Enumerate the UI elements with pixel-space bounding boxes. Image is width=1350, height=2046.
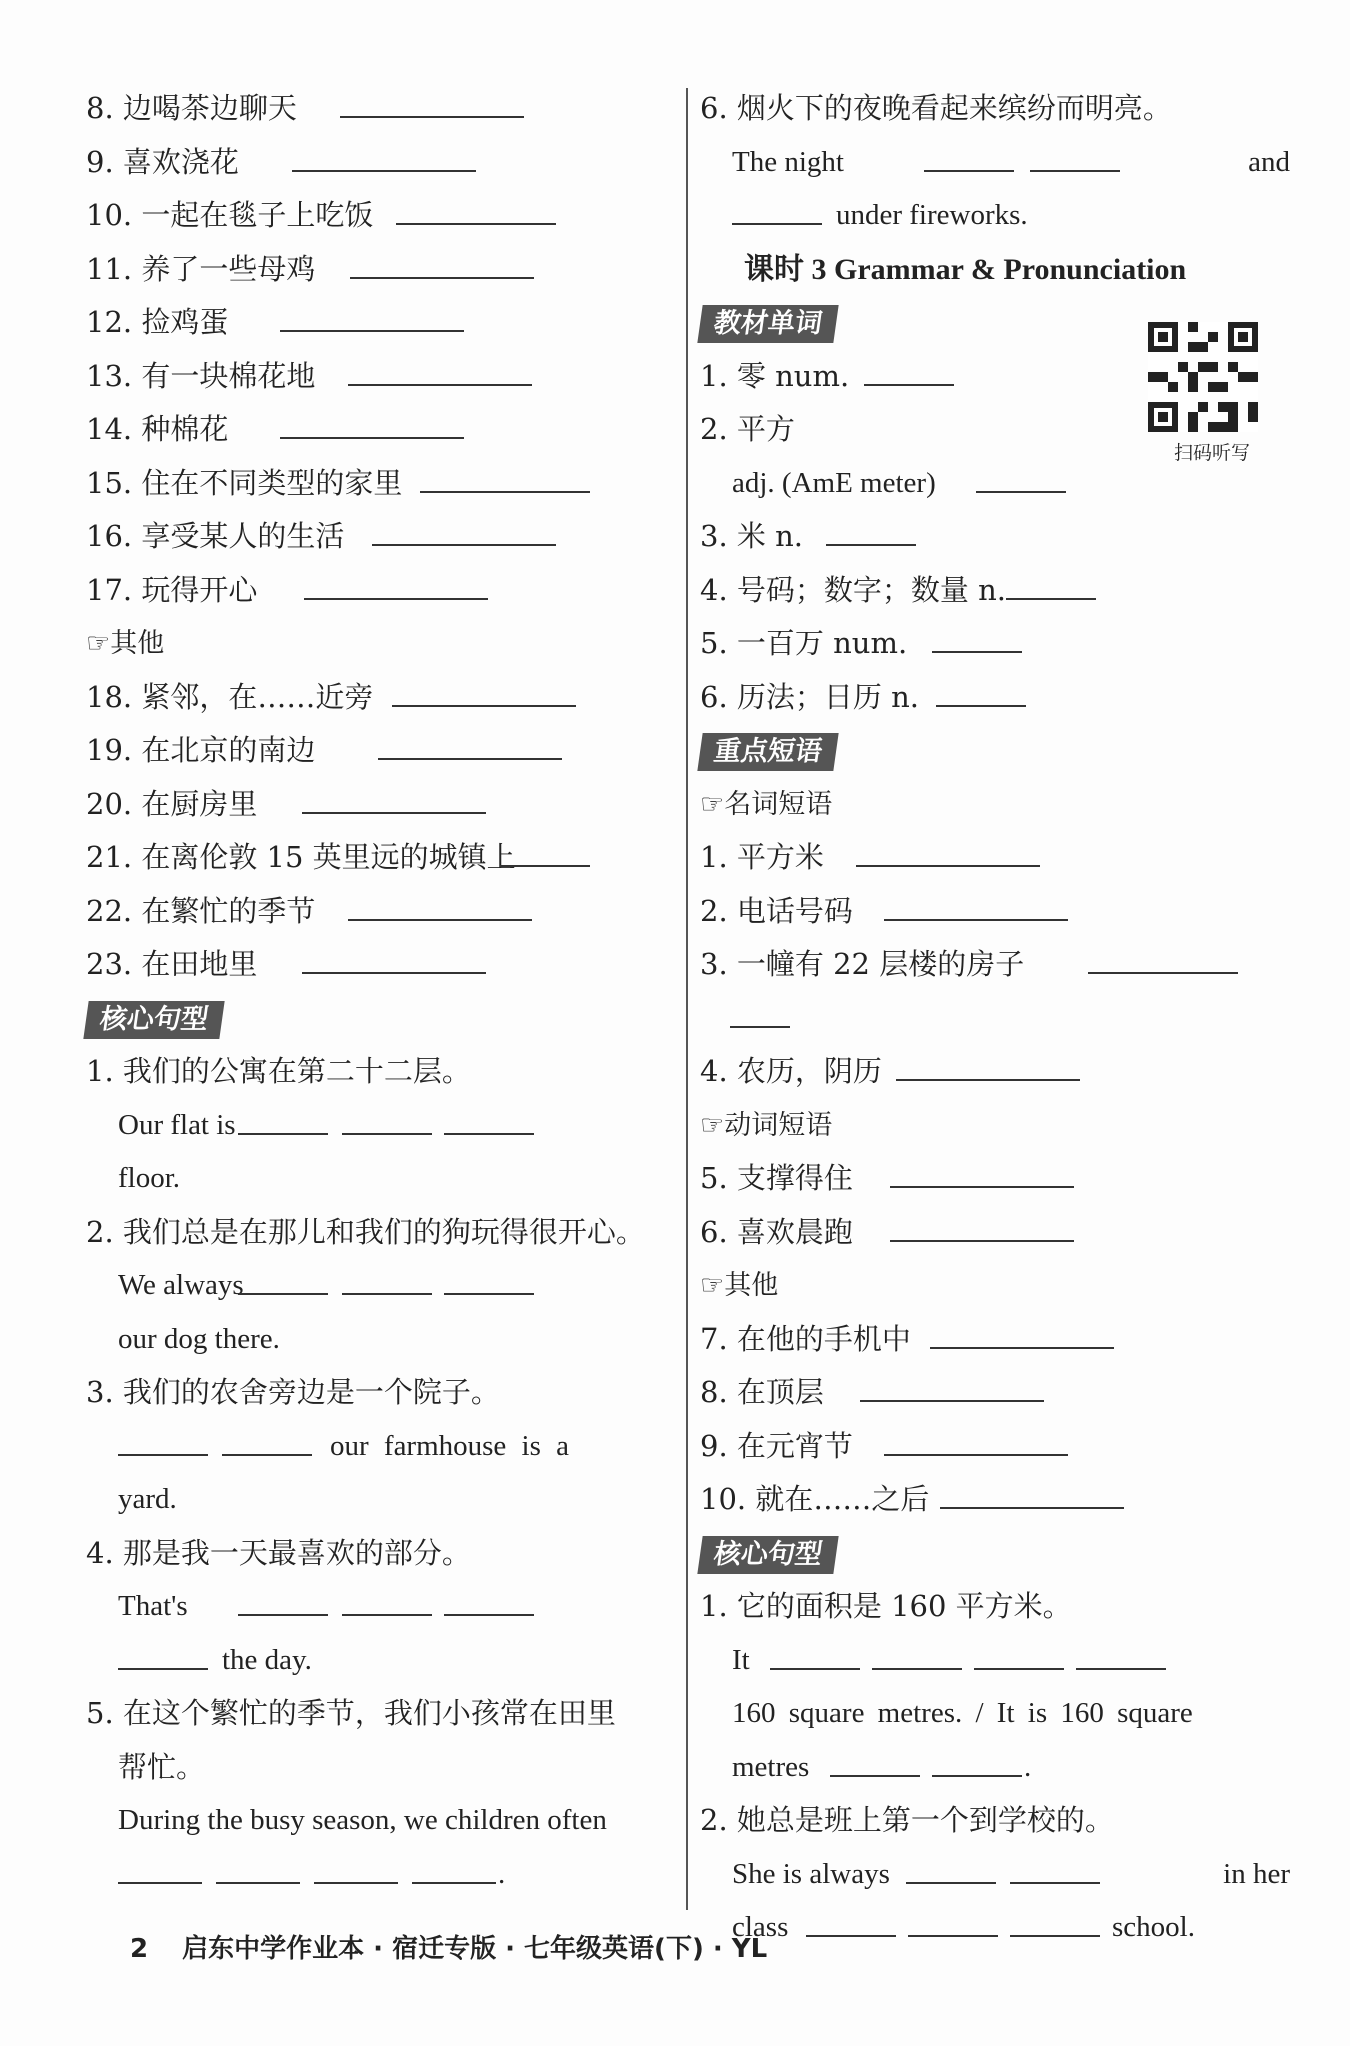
answer-blank[interactable] [444, 1259, 534, 1295]
answer-blank[interactable] [238, 1580, 328, 1616]
sentence-cn: 4. 那是我一天最喜欢的部分。 [86, 1535, 471, 1570]
answer-blank[interactable] [1088, 938, 1238, 974]
sentence-en: The night and [700, 136, 1290, 190]
page-number: 2 [130, 1934, 149, 1964]
answer-blank[interactable] [118, 1634, 208, 1670]
sentence-en: metres . [700, 1741, 1290, 1795]
sentence-cn: 3. 我们的农舍旁边是一个院子。 [86, 1375, 500, 1409]
phrase-item: 10. 一起在毯子上吃饭 [86, 189, 676, 243]
phrase-item: 2. 电话号码 [700, 885, 1290, 939]
answer-blank[interactable] [932, 1741, 1022, 1777]
answer-blank[interactable] [118, 1848, 202, 1884]
word-item: 2. 平方 [700, 412, 795, 446]
phrase-item: 14. 种棉花 [86, 403, 676, 457]
phrase-item: 8. 在顶层 [700, 1366, 1290, 1420]
sentence-cn: 2. 我们总是在那儿和我们的狗玩得很开心。 [86, 1214, 645, 1249]
word-item: 4. 号码；数字；数量 n. [700, 564, 1290, 618]
phrase-item: 9. 在元宵节 [700, 1420, 1290, 1474]
answer-blank[interactable] [974, 1634, 1064, 1670]
sentence-en: our farmhouse is a [86, 1420, 676, 1474]
answer-blank[interactable] [444, 1580, 534, 1616]
answer-blank[interactable] [420, 457, 590, 493]
sentence-en: We always [86, 1259, 676, 1313]
answer-blank[interactable] [314, 1848, 398, 1884]
sentence-cn: 1. 它的面积是 160 平方米。 [700, 1589, 1072, 1623]
answer-blank[interactable] [932, 617, 1022, 653]
textbook-words-badge: 教材单词 [697, 305, 838, 343]
answer-blank[interactable] [216, 1848, 300, 1884]
answer-blank[interactable] [1006, 564, 1096, 600]
answer-blank[interactable] [924, 136, 1014, 172]
answer-blank[interactable] [732, 189, 822, 225]
word-item: 5. 一百万 num. [700, 617, 1290, 671]
answer-blank[interactable] [342, 1099, 432, 1135]
word-item: 3. 米 n. [700, 510, 1290, 564]
phrase-item: 7. 在他的手机中 [700, 1313, 1290, 1367]
section-heading-verb: ☞动词短语 [700, 1109, 833, 1141]
answer-blank[interactable] [238, 1099, 328, 1135]
answer-blank[interactable] [342, 1580, 432, 1616]
page-footer [130, 1928, 767, 1965]
qr-label: 扫码听写 [1173, 442, 1250, 464]
answer-blank[interactable] [1010, 1901, 1100, 1937]
word-item: 1. 零 num. [700, 350, 1290, 404]
phrase-item-wrap [700, 992, 1290, 1046]
phrase-item: 18. 紧邻，在……近旁 [86, 671, 676, 725]
sentence-en: our dog there. [118, 1322, 280, 1355]
answer-blank[interactable] [770, 1634, 860, 1670]
answer-blank[interactable] [238, 1259, 328, 1295]
sentence-cn: 2. 她总是班上第一个到学校的。 [700, 1803, 1114, 1837]
answer-blank[interactable] [884, 1420, 1068, 1456]
answer-blank[interactable] [936, 671, 1026, 707]
lesson-title: 课时 3 Grammar & Pronunciation [744, 252, 1187, 286]
answer-blank[interactable] [280, 403, 464, 439]
badge-row [700, 1527, 1290, 1581]
answer-blank[interactable] [884, 885, 1068, 921]
answer-blank[interactable] [372, 510, 556, 546]
answer-blank[interactable] [890, 1152, 1074, 1188]
qr-code-icon[interactable] [1148, 322, 1258, 432]
section-heading-other: ☞其他 [86, 628, 165, 659]
phrase-item: 10. 就在……之后 [700, 1473, 1290, 1527]
word-item: 6. 历法；日历 n. [700, 671, 1290, 725]
answer-blank[interactable] [302, 778, 486, 814]
answer-blank[interactable] [348, 350, 532, 386]
book-title: 启东中学作业本 · 宿迁专版 · 七年级英语(下) · YL [182, 1934, 768, 1964]
sentence-cn: 5. 在这个繁忙的季节，我们小孩常在田里 [86, 1696, 616, 1730]
phrase-item: 9. 喜欢浇花 [86, 136, 676, 190]
phrase-item: 6. 喜欢晨跑 [700, 1206, 1290, 1260]
phrase-item: 17. 玩得开心 [86, 564, 676, 618]
sentence-en: That's [86, 1580, 676, 1634]
sentence-en: Our flat is [86, 1099, 676, 1153]
sentence-cn: 6. 烟火下的夜晚看起来缤纷而明亮。 [700, 91, 1172, 125]
sentence-en: the day. [86, 1634, 676, 1688]
sentence-en: 160 square metres. / It is 160 square [732, 1697, 1193, 1729]
sentence-en: yard. [118, 1483, 177, 1515]
answer-blank[interactable] [302, 938, 486, 974]
answer-blank[interactable] [806, 1901, 896, 1937]
key-phrases-badge: 重点短语 [697, 733, 838, 771]
sentence-en: under fireworks. [700, 189, 1290, 243]
sentence-en: floor. [118, 1162, 181, 1194]
answer-blank[interactable] [396, 189, 556, 225]
phrase-item: 15. 住在不同类型的家里 [86, 457, 676, 511]
phrase-item: 16. 享受某人的生活 [86, 510, 676, 564]
phrase-item: 1. 平方米 [700, 831, 1290, 885]
answer-blank[interactable] [908, 1901, 998, 1937]
answer-blank[interactable] [444, 1099, 534, 1135]
sentence-en: During the busy season, we children often [118, 1804, 607, 1836]
core-sentences-badge: 核心句型 [83, 1001, 224, 1039]
answer-blank[interactable] [280, 296, 464, 332]
phrase-item: 12. 捡鸡蛋 [86, 296, 676, 350]
sentence-en: It [700, 1634, 1290, 1688]
answer-blank[interactable] [906, 1848, 996, 1884]
answer-blank[interactable] [1010, 1848, 1100, 1884]
phrase-item: 13. 有一块棉花地 [86, 350, 676, 404]
answer-blank[interactable] [930, 1313, 1114, 1349]
sentence-en: class school. [700, 1901, 1290, 1955]
answer-blank[interactable] [1030, 136, 1120, 172]
phrase-item: 22. 在繁忙的季节 [86, 885, 676, 939]
answer-blank[interactable] [826, 510, 916, 546]
answer-blank[interactable] [222, 1420, 312, 1456]
answer-blank[interactable] [412, 1848, 496, 1884]
phrase-item: 23. 在田地里 [86, 938, 676, 992]
answer-blank[interactable] [350, 243, 534, 279]
answer-blank[interactable] [304, 564, 488, 600]
answer-blank[interactable] [864, 350, 954, 386]
answer-blank[interactable] [830, 1741, 920, 1777]
section-heading-noun: ☞名词短语 [700, 788, 833, 820]
phrase-item: 4. 农历，阴历 [700, 1045, 1290, 1099]
answer-blank[interactable] [1076, 1634, 1166, 1670]
answer-blank[interactable] [730, 992, 790, 1028]
answer-blank[interactable] [890, 1206, 1074, 1242]
sentence-cn: 帮忙。 [118, 1749, 206, 1784]
phrase-item: 5. 支撑得住 [700, 1152, 1290, 1206]
phrase-item: 19. 在北京的南边 [86, 724, 676, 778]
sentence-cn: 1. 我们的公寓在第二十二层。 [86, 1054, 471, 1088]
answer-blank[interactable] [392, 671, 576, 707]
answer-blank[interactable] [378, 724, 562, 760]
answer-blank[interactable] [342, 1259, 432, 1295]
answer-blank[interactable] [896, 1045, 1080, 1081]
phrase-item: 8. 边喝茶边聊天 [86, 82, 676, 136]
phrase-item: 20. 在厨房里 [86, 778, 676, 832]
answer-blank[interactable] [292, 136, 476, 172]
answer-blank[interactable] [348, 885, 532, 921]
answer-blank[interactable] [118, 1420, 208, 1456]
answer-blank[interactable] [856, 831, 1040, 867]
right-column [700, 82, 1290, 1955]
answer-blank[interactable] [860, 1366, 1044, 1402]
badge-row [86, 992, 676, 1046]
left-column [86, 82, 676, 1901]
sentence-en: . [86, 1848, 676, 1902]
phrase-item: 11. 养了一些母鸡 [86, 243, 676, 297]
phrase-item: 3. 一幢有 22 层楼的房子 [700, 938, 1290, 992]
word-item: adj. (AmE meter) [700, 457, 1290, 511]
answer-blank[interactable] [940, 1473, 1124, 1509]
section-heading-other: ☞其他 [700, 1270, 779, 1301]
answer-blank[interactable] [340, 82, 524, 118]
answer-blank[interactable] [976, 457, 1066, 493]
phrase-item: 21. 在离伦敦 15 英里远的城镇上 [86, 831, 676, 885]
column-divider [686, 88, 688, 1910]
answer-blank[interactable] [500, 831, 590, 867]
badge-row [700, 724, 1290, 778]
sentence-en: She is always in her [700, 1848, 1290, 1902]
core-sentences-badge: 核心句型 [697, 1536, 838, 1574]
answer-blank[interactable] [872, 1634, 962, 1670]
